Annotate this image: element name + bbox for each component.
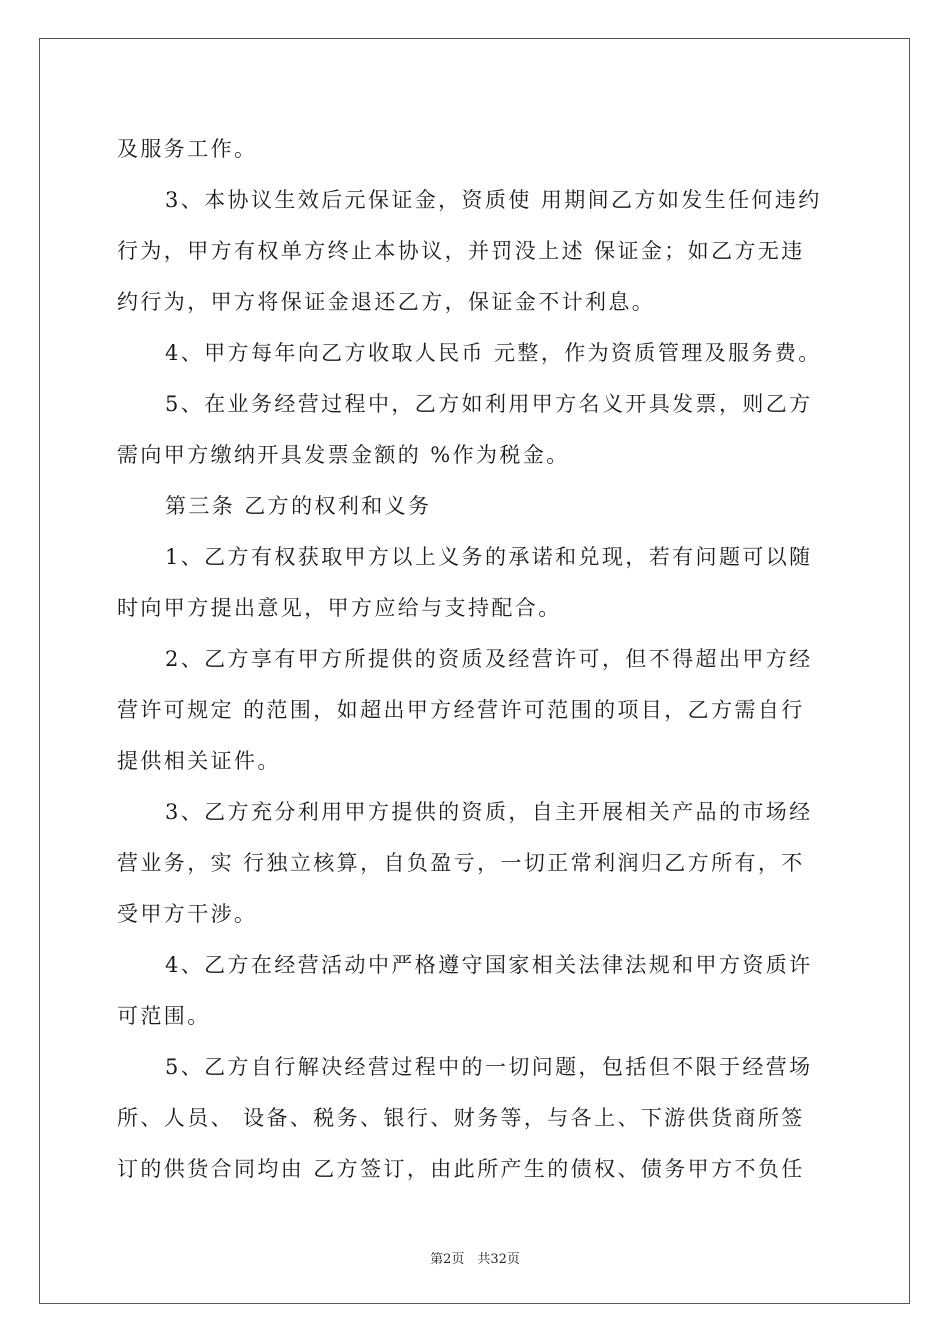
- text-line: 营业务，实 行独立核算，自负盈亏，一切正常利润归乙方所有，不: [117, 851, 805, 875]
- text-line: 3、乙方充分利用甲方提供的资质，自主开展相关产品的市场经: [165, 800, 813, 824]
- text-line: 第三条 乙方的权利和义务: [165, 494, 432, 518]
- document-body: [117, 124, 837, 1195]
- text-line: 营许可规定 的范围，如超出甲方经营许可范围的项目，乙方需自行: [117, 698, 805, 722]
- text-line: 时向甲方提出意见，甲方应给与支持配合。: [117, 596, 562, 620]
- text-line: 所、人员、 设备、税务、银行、财务等，与各上、下游供货商所签: [117, 1106, 805, 1130]
- text-line: 订的供货合同均由 乙方签订，由此所产生的债权、债务甲方不负任: [117, 1157, 805, 1181]
- text-line: 5、在业务经营过程中，乙方如利用甲方名义开具发票，则乙方: [165, 392, 813, 416]
- text-line: 1、乙方有权获取甲方以上义务的承诺和兑现，若有问题可以随: [165, 545, 813, 569]
- text-line: 3、本协议生效后元保证金，资质使 用期间乙方如发生任何违约: [165, 188, 822, 212]
- page-number: 第2页 共32页: [430, 1252, 520, 1267]
- text-line: 需向甲方缴纳开具发票金额的 %作为税金。: [117, 443, 570, 467]
- text-line: 提供相关证件。: [117, 749, 281, 773]
- text-line: 4、乙方在经营活动中严格遵守国家相关法律法规和甲方资质许: [165, 953, 813, 977]
- text-line: 可范围。: [117, 1004, 211, 1028]
- text-line: 受甲方干涉。: [117, 902, 258, 926]
- text-line: 行为，甲方有权单方终止本协议，并罚没上述 保证金；如乙方无违: [117, 239, 805, 263]
- text-line: 约行为，甲方将保证金退还乙方，保证金不计利息。: [117, 290, 656, 314]
- text-line: 2、乙方享有甲方所提供的资质及经营许可，但不得超出甲方经: [165, 647, 813, 671]
- text-line: 4、甲方每年向乙方收取人民币 元整，作为资质管理及服务费。: [165, 341, 822, 365]
- text-line: 及服务工作。: [117, 137, 258, 161]
- text-line: 5、乙方自行解决经营过程中的一切问题，包括但不限于经营场: [165, 1055, 813, 1079]
